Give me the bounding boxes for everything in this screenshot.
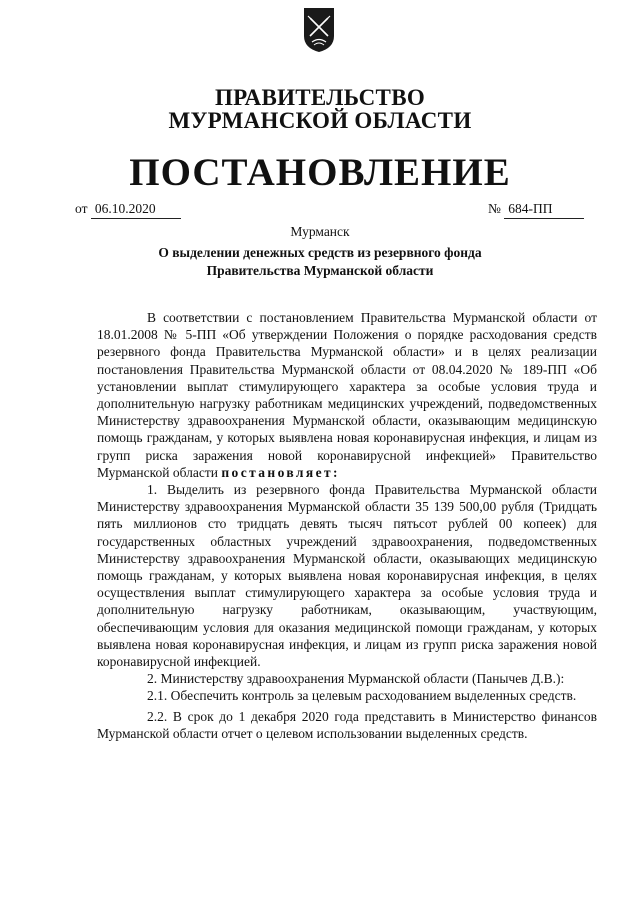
number-value: 684-ПП: [504, 200, 584, 219]
item-2-1: 2.1. Обеспечить контроль за целевым расходованием выделенных средств.: [147, 688, 577, 704]
document-date: [75, 200, 181, 219]
item-2-2: 2.2. В срок до 1 декабря 2020 года представить в Министерство финансов Мурманской области отчет о целевом использовании выделенных средств.: [97, 708, 597, 741]
item-1: 1. Выделить из резервного фонда Правительства Мурманской области Министерству здравоохранения Мурманской области 35 139 500,00 рубля (Тридцать пять миллионов сто тридцать девять тысяч пятьсот рублей 00 копеек) для государственных областных учреждений здравоохранения, подведомственных Министерству здравоохранения Мурманской области, оказывающих медицинскую помощь гражданам, у которых выявлена новая коронавирусная инфекция, в целях осуществления выплат стимулирующего характера за особые условия труда и дополнительную нагрузку работникам, оказывающим, участвующим, обеспечивающим условия для оказания медицинской помощи гражданам, у которых выявлена новая коронавирусная инфекция, и лицам из групп риска заражения новой коронавирусной инфекцией.: [97, 482, 597, 670]
date-value: 06.10.2020: [91, 200, 181, 219]
coat-of-arms-icon: [302, 6, 336, 54]
subject-line2: Правительства Мурманской области: [206, 263, 434, 278]
document-number: [488, 200, 584, 219]
date-prefix: от: [75, 201, 88, 216]
document-type-title: ПОСТАНОВЛЕНИЕ: [129, 151, 511, 194]
org-name-line1: ПРАВИТЕЛЬСТВО: [214, 85, 426, 110]
org-name-line2: МУРМАНСКОЙ ОБЛАСТИ: [168, 108, 472, 133]
number-prefix: №: [488, 201, 501, 216]
city-name: Мурманск: [290, 224, 350, 239]
document-body: [97, 309, 597, 742]
item-2: 2. Министерству здравоохранения Мурманской области (Панычев Д.В.):: [147, 671, 565, 687]
preamble-paragraph: [97, 309, 597, 481]
subject-line1: О выделении денежных средств из резервного фонда: [158, 245, 482, 260]
preamble-text: В соответствии с постановлением Правительства Мурманской области от 18.01.2008 № 5-ПП «Об утверждении Положения о порядке расходования средств резервного фонда Правительства Мурманской области» и в целях реализации постановления Правительства Мурманской области от 08.04.2020 № 189-ПП «Об установлении выплат стимулирующего характера за особые условия труда и дополнительную нагрузку работникам медицинских учреждений, подведомственных Министерству здравоохранения Мурманской области, оказывающим медицинскую помощь гражданам, у которых выявлена новая коронавирусная инфекция, и лицам из групп риска заражения новой коронавирусной инфекцией» Правительство Мурманской области: [97, 310, 597, 480]
decree-word: постановляет:: [221, 464, 340, 480]
